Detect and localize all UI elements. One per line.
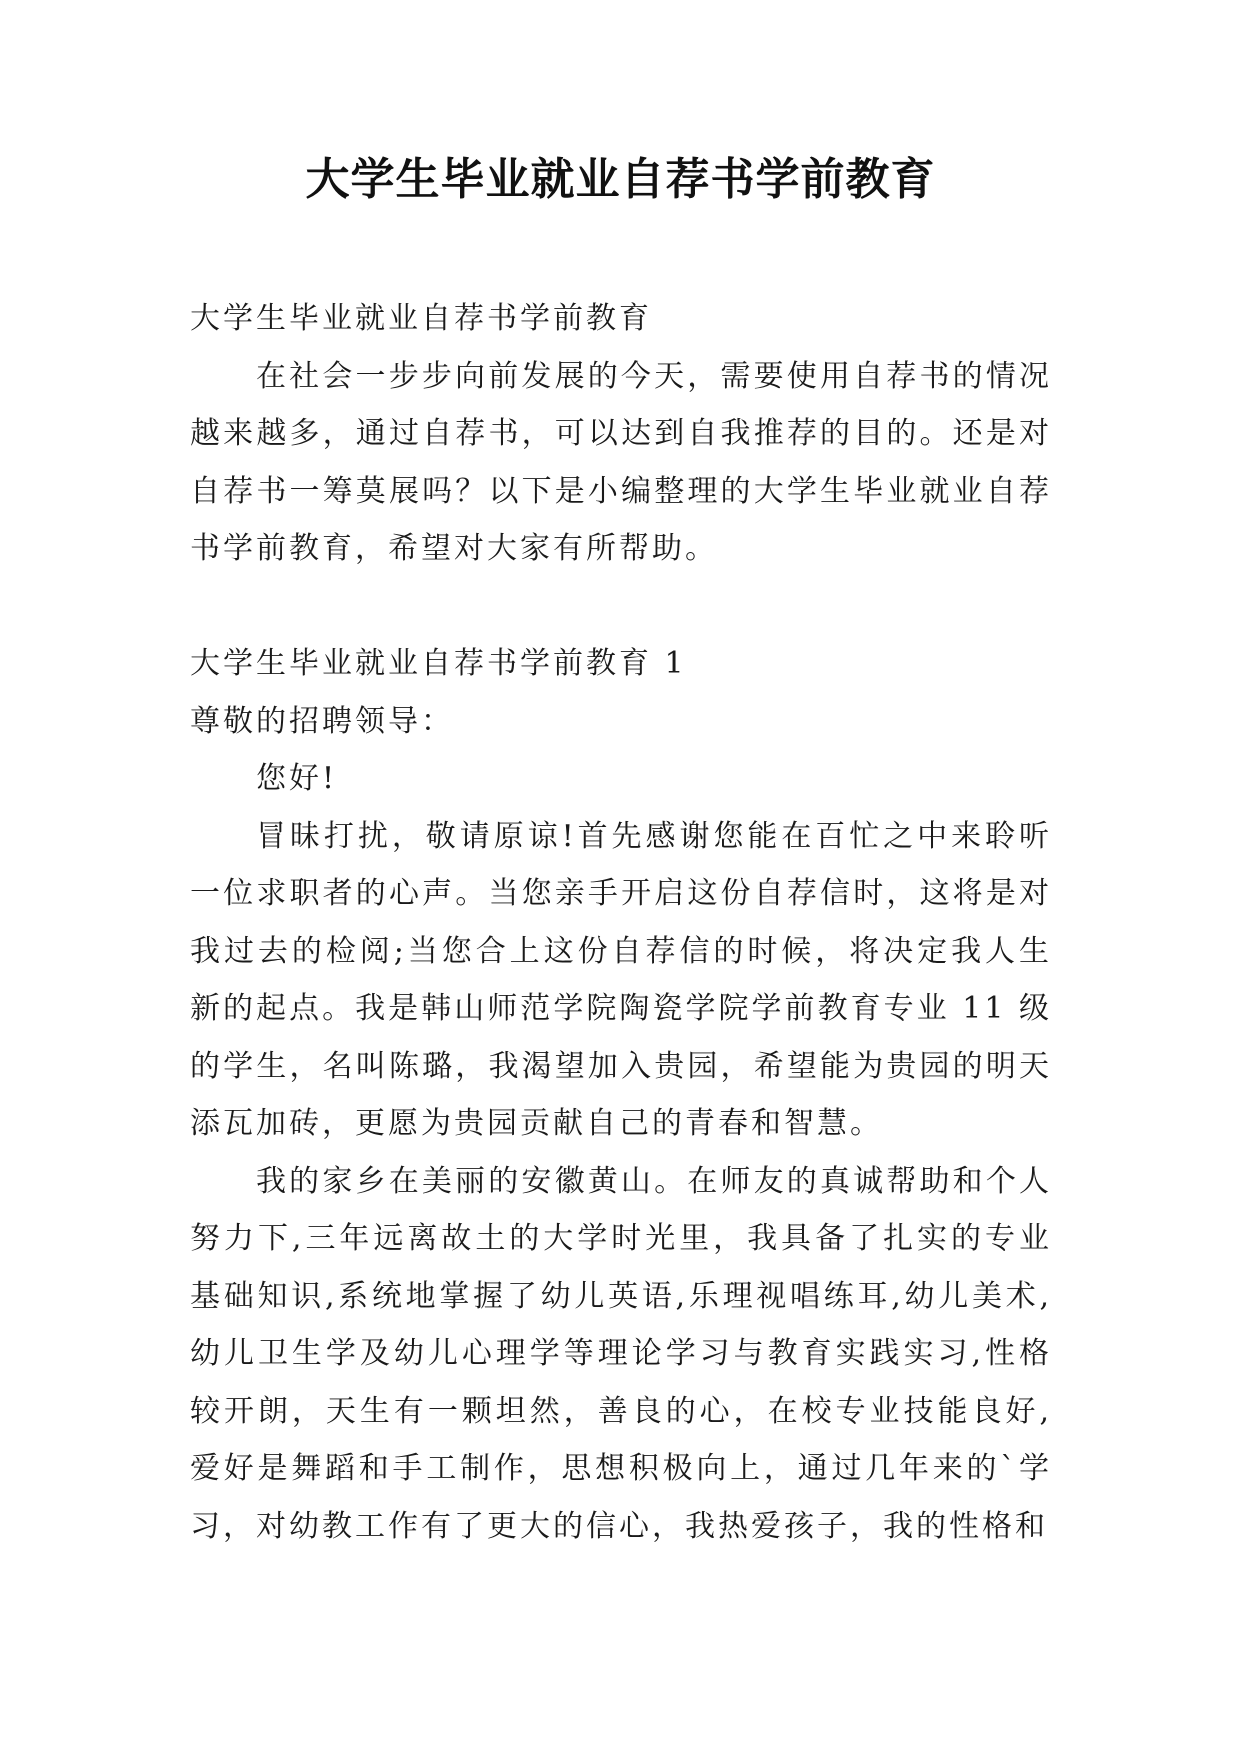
intro-heading: 大学生毕业就业自荐书学前教育 (190, 301, 652, 336)
body-paragraph-2: 我的家乡在美丽的安徽黄山。在师友的真诚帮助和个人努力下,三年远离故土的大学时光里，我具备了扎实的专业基础知识,系统地掌握了幼儿英语,乐理视唱练耳,幼儿美术,幼儿卫生学及幼儿心理学等理论学习与教育实践实习,性格较开朗，天生有一颗坦然，善良的心，在校专业技能良好,爱好是舞蹈和手工制作，思想积极向上，通过几年来的`学习，对幼教工作有了更大的信心，我热爱孩子，我的性格和 (190, 1163, 1052, 1544)
document-body (190, 290, 1052, 1555)
greeting: 您好! (256, 761, 338, 796)
document-title: 大学生毕业就业自荐书学前教育 (305, 154, 936, 205)
intro-paragraph: 在社会一步步向前发展的今天，需要使用自荐书的情况越来越多，通过自荐书，可以达到自我推荐的目的。还是对自荐书一筹莫展吗？以下是小编整理的大学生毕业就业自荐书学前教育，希望对大家有所帮助。 (190, 358, 1052, 566)
salutation: 尊敬的招聘领导： (190, 703, 454, 739)
section-heading: 大学生毕业就业自荐书学前教育 1 (190, 646, 687, 681)
body-paragraph-1: 冒昧打扰，敬请原谅!首先感谢您能在百忙之中来聆听一位求职者的心声。当您亲手开启这份自荐信时，这将是对我过去的检阅;当您合上这份自荐信的时候，将决定我人生新的起点。我是韩山师范学院陶瓷学院学前教育专业 11 级的学生，名叫陈璐，我渴望加入贵园，希望能为贵园的明天添瓦加砖，更愿为贵园贡献自己的青春和智慧。 (190, 818, 1052, 1141)
